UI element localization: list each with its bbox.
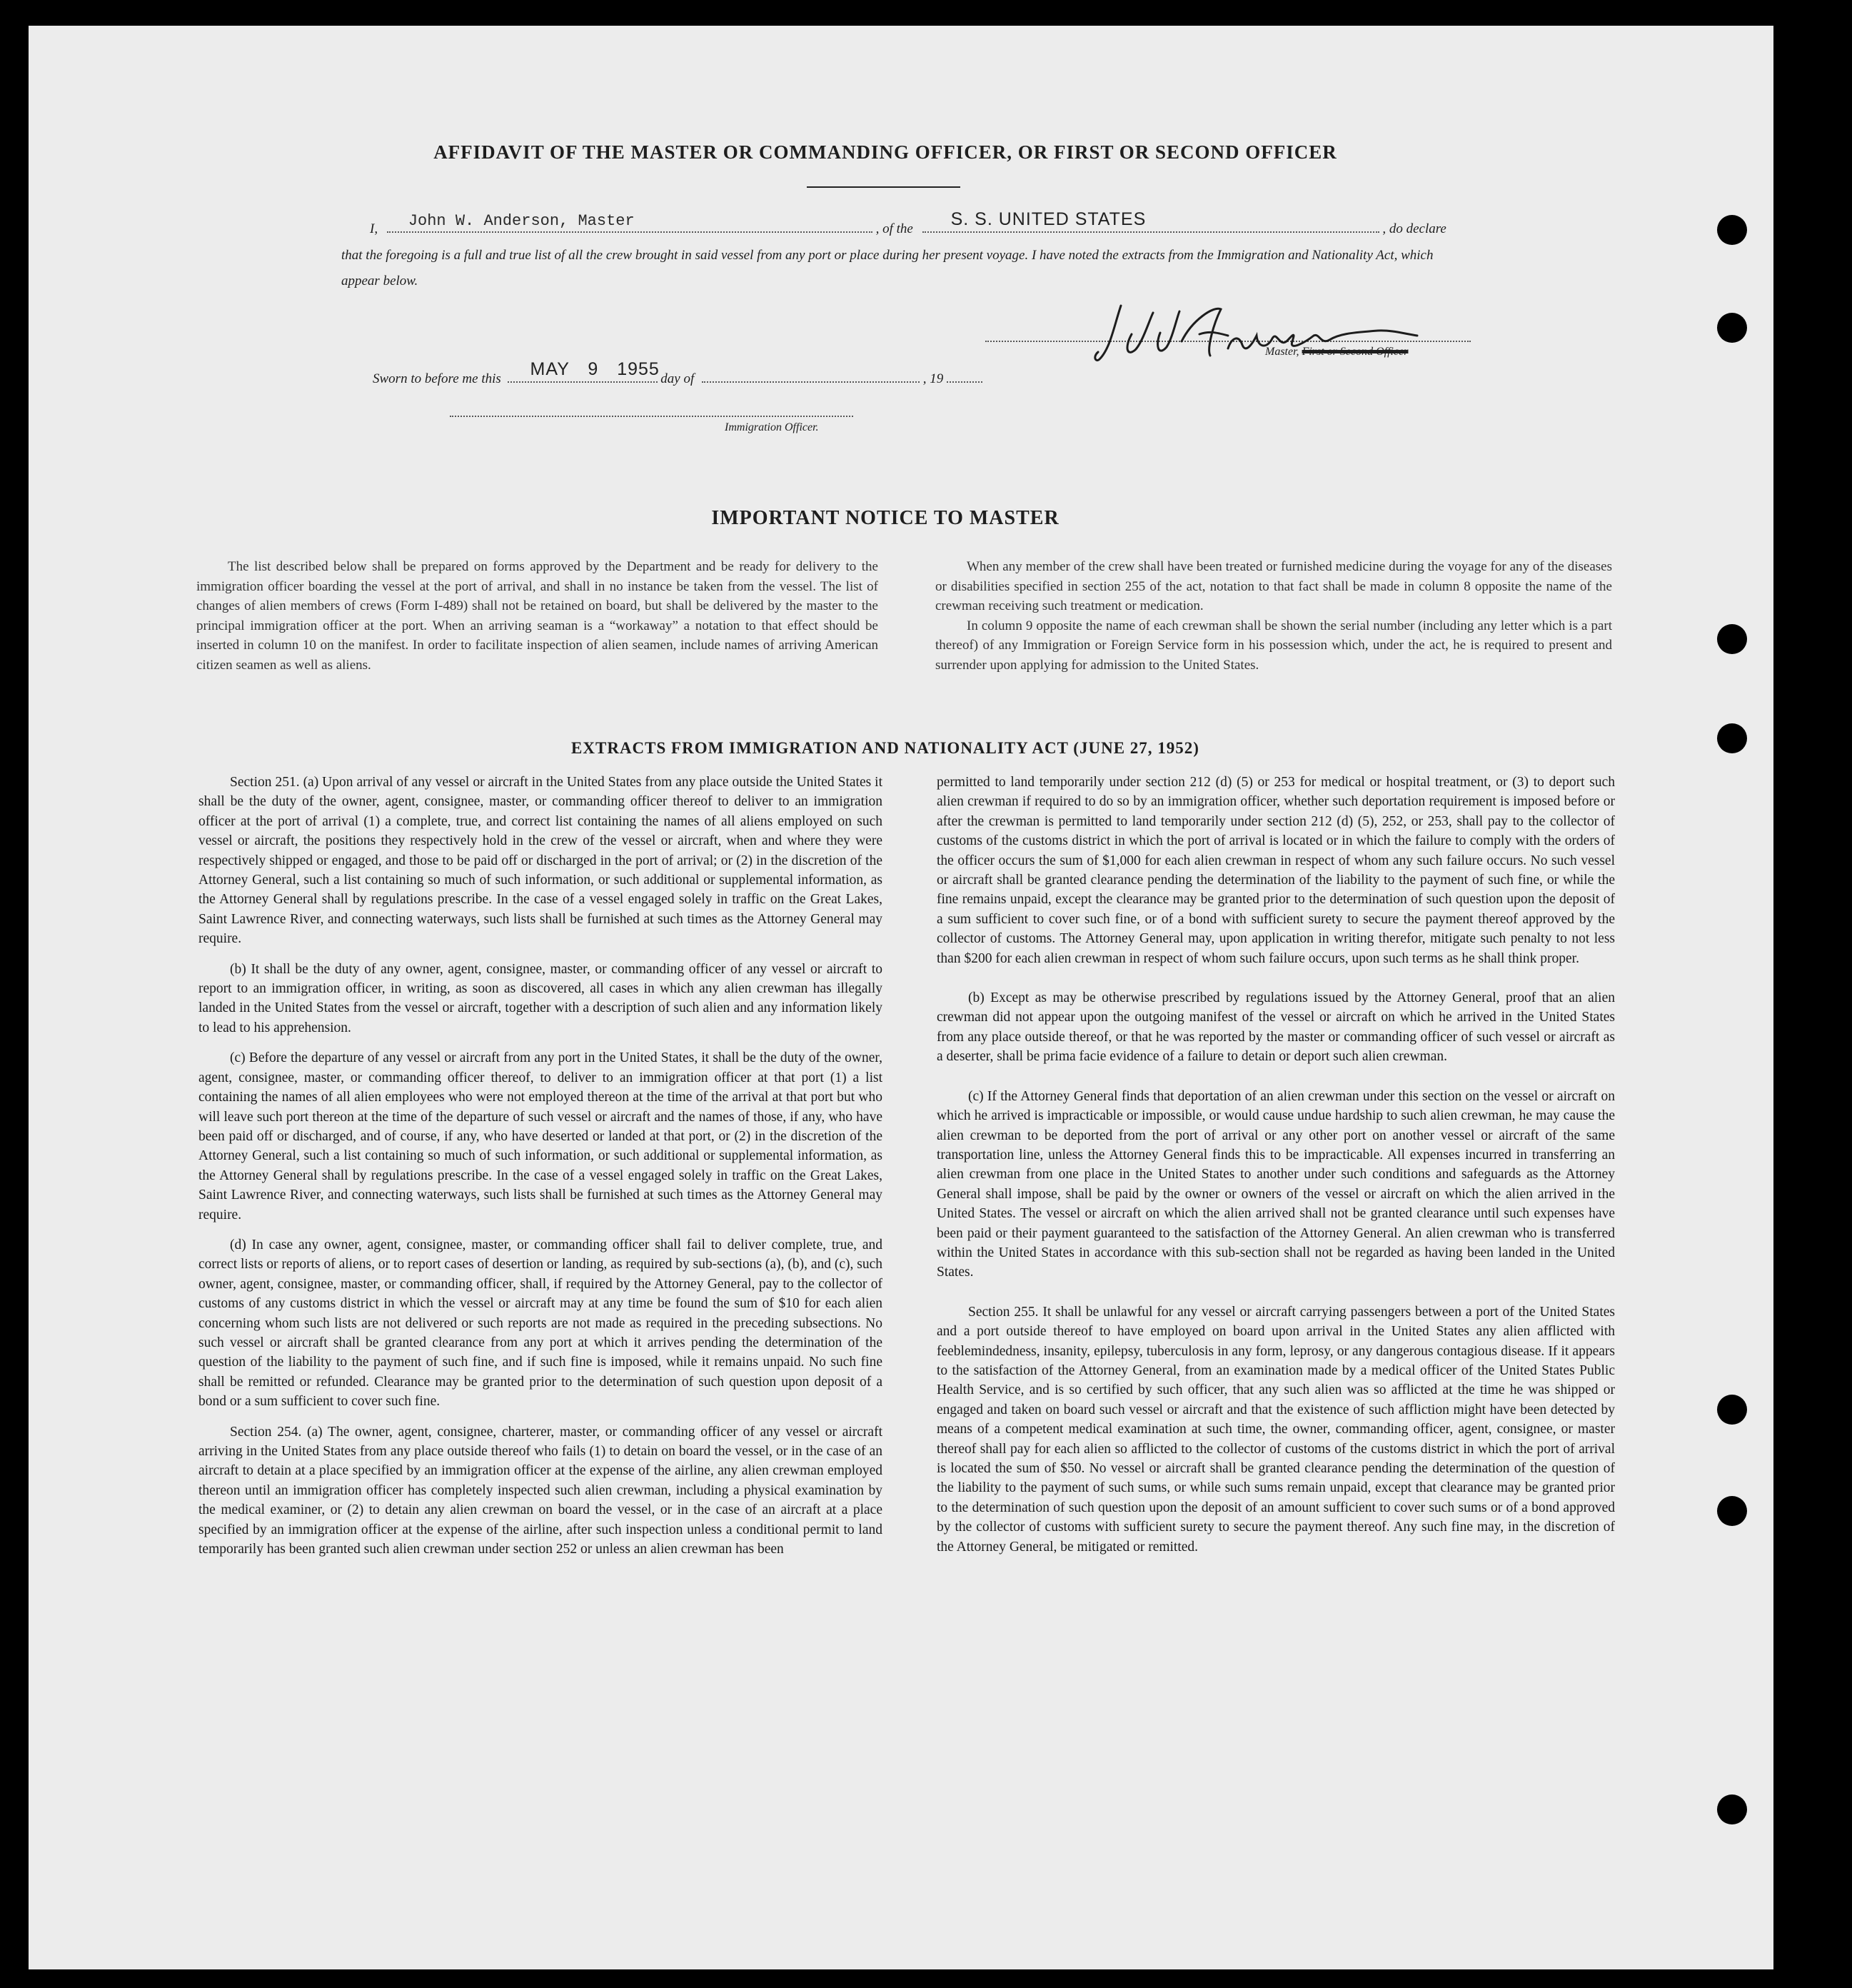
notice-right-paragraph-2: In column 9 opposite the name of each crewman shall be shown the serial number (including any letter which is a part thereof) of any Immigration or Foreign Service form in his possession which, under the act, he is required to present and surrender upon applying for admission to the United States. [935,618,1612,673]
sworn-date-value: MAY 9 1955 [530,359,660,379]
section-254-a-continued: permitted to land temporarily under section 212 (d) (5) or 253 for medical or hospital treatment, or (3) to deport such alien crewman if required to do so by an immigration officer, whether such deportation requirement is imposed before or after the crewman is permitted to land temporarily under section 212 (d) (5), 252, or 253, shall pay to the collector of customs of the customs district in which the port of arrival is located or in which the failure to comply with the orders of the officer occurs the sum of $1,000 for each alien crewman in respect of whom any such failure occurs. No such vessel or aircraft shall be granted clearance pending the determination of the liability to the payment of such fine, or while the fine remains unpaid, except the clearance may be granted prior to the determination of such question upon the deposit of a sum sufficient to cover such fine, or of a bond with sufficient surety to secure the payment thereof approved by the collector of customs. The Attorney General may, upon application in writing therefor, mitigate such penalty to not less than $200 for each alien crewman in respect of whom such failure occurs, upon such terms as he shall think proper. [937,775,1615,966]
i-label: I, [370,221,378,236]
section-255: Section 255. It shall be unlawful for any vessel or aircraft carrying passengers between a port of the United States and a port outside thereof to have employed on board upon arrival in the United States any alien afflicted with feeblemindedness, insanity, epilepsy, tuberculosis in any form, leprosy, or any dangerous contagious disease. If it appears to the satisfaction of the Attorney General, from an examination made by a medical officer of the United States Public Health Service, and is so certified by such officer, that any such alien was so afflicted at the time he was shipped or engaged and taken on board such vessel or aircraft and that the existence of such affliction might have been detected by means of a competent medical examination at such time, the owner, commanding officer, agent, consignee, or master thereof shall pay for each alien so afflicted to the collector of customs of the customs district in which the port of arrival is located the sum of $50. No vessel or aircraft shall be granted clearance pending the determination of the question of the liability to the payment of such sums, or while such sums remain unpaid, except that clearance may be granted prior to the determination of such question upon the deposit of an amount sufficient to cover such sums or of a bond approved by the collector of customs with sufficient surety to secure the payment thereof. Any such fine may, in the discretion of the Attorney General, be mitigated or remitted. [937,1304,1615,1555]
year-label: , 19 [922,371,944,386]
immigration-officer-caption: Immigration Officer. [725,421,819,433]
section-251-b: (b) It shall be the duty of any owner, agent, consignee, master, or commanding officer of any vessel or aircraft to report to an immigration officer, in writing, as soon as discovered, all cases in which any alien crewman has illegally landed in the United States from the vessel or aircraft, together with a description of such alien and any information likely to lead to his apprehension. [198,961,882,1035]
title-rule [807,186,960,188]
do-declare-label: , do declare [1382,221,1446,236]
extracts-title: EXTRACTS FROM IMMIGRATION AND NATIONALITY ACT (JUNE 27, 1952) [571,739,1199,757]
day-of-label: day of [660,371,695,386]
section-251-d: (d) In case any owner, agent, consignee, master, or commanding officer shall fail to deliver complete, true, and correct lists or reports of aliens, or to report cases of desertion or landing, as required by sub-sections (a), (b), and (c), such owner, agent, consignee, master, or commanding officer, shall, if required by the Attorney General, pay to the collector of customs of any customs district in which the vessel or aircraft may at any time be found the sum of $10 for each alien concerning whom such lists are not delivered or such reports are not made as required in the preceding subsections. No such vessel or aircraft shall be granted clearance from any port at which it arrives pending the determination of the question of the liability to the payment of such fine, and if such fine is imposed, while it remains unpaid. No such fine shall be remitted or refunded. Clearance may be granted prior to the determination of such question upon deposit of a bond or a sum sufficient to cover such fine. [198,1237,882,1410]
affidavit-title: AFFIDAVIT OF THE MASTER OR COMMANDING OFFICER, OR FIRST OR SECOND OFFICER [433,141,1337,163]
extracts-right-column [937,773,1615,1567]
sworn-date-field[interactable] [508,359,660,383]
notice-left-paragraph [196,557,878,675]
section-254-b: (b) Except as may be otherwise prescribed by regulations issued by the Attorney General, proof that an alien crewman did not appear upon the outgoing manifest of the vessel or aircraft on which he arrived in the United States from any place outside thereof, or that he was reported by the master or commanding officer of such vessel or aircraft as a deserter, shall be prima facie evidence of a failure to detain or deport such alien crewman. [937,990,1615,1065]
section-254-a: Section 254. (a) The owner, agent, consignee, charterer, master, or commanding officer of any vessel or aircraft arriving in the United States from any place outside thereof who fails (1) to detain on board the vessel, or in the case of an aircraft to detain at a place specified by an immigration officer at the expense of the airline, any alien crewman employed thereon until an immigration officer has completely inspected such alien crewman, including a physical examination by the medical examiner, or (2) to detain any alien crewman on board the vessel, or in the case of an aircraft at a place specified by an immigration officer at the expense of the airline, after such inspection unless a conditional permit to land temporarily has been granted such alien crewman under section 252 or unless an alien crewman has been [198,1424,882,1557]
binder-hole [1717,624,1747,654]
binder-hole [1717,313,1747,343]
declaration-text: that the foregoing is a full and true list of all the crew brought in said vessel from any port or place during her present voyage. I have noted the extracts from the Immigration and Nationality Act, which appear below. [341,248,1434,288]
section-254-c: (c) If the Attorney General finds that deportation of an alien crewman under this section on the vessel or aircraft on which he arrived is impracticable or impossible, or would cause undue hardship to such alien crewman, he may cause the alien crewman to be deported from the port of arrival or any other port on another vessel or aircraft of the same transportation line, unless the Attorney General finds this to be impracticable. All expenses incurred in transferring an alien crewman from one place in the United States to another under such conditions and safeguards as the Attorney General shall impose, shall be paid by the owner or owners of the vessel or aircraft on which the alien arrived in the United States. The vessel or aircraft on which the alien arrived shall not be granted clearance until such expenses have been paid or their payment guaranteed to the satisfaction of the Attorney General. An alien crewman who is transferred within the United States in accordance with this sub-section shall not be regarded as having been landed in the United States. [937,1088,1615,1280]
section-251-c: (c) Before the departure of any vessel or aircraft from any port in the United States, it shall be the duty of the owner, agent, consignee, master, or commanding officer thereof, to deliver to an immigration officer at that port (1) a list containing the names of all alien employees who were not employed thereon at the time of the arrival at that port but who will leave such port thereon at the time of the departure of such vessel or aircraft and the names of those, if any, who have been paid off or discharged, and of course, if any, who have deserted or landed at that port, or (2) in the discretion of the Attorney General, such a list containing so much of such information, or such additional or supplemental information, as the Attorney General shall by regulations prescribe. In the case of a vessel engaged solely in traffic on the Great Lakes, Saint Lawrence River, and connecting waterways, such lists shall be furnished at such times as the Attorney General may require. [198,1050,882,1223]
binder-hole [1717,723,1747,753]
notice-left-text: The list described below shall be prepared on forms approved by the Department and be ready for delivery to the immigration officer boarding the vessel at the port of arrival, and shall in no instance be taken from the vessel. The list of changes of alien members of crews (Form I-489) shall not be retained on board, but shall be delivered by the master to the principal immigration officer at the port. When an arriving seaman is a “workaway” a notation to that effect should be inserted in column 10 on the manifest. In order to facilitate inspection of alien seamen, include names of arriving American citizen seamen as well as aliens. [196,559,878,673]
vessel-value: S. S. UNITED STATES [950,209,1147,229]
binder-hole [1717,1496,1747,1526]
year-field[interactable] [947,366,982,383]
master-name-field[interactable] [387,212,872,233]
immigration-officer-line [450,416,853,417]
notice-right-paragraph-1: When any member of the crew shall have been treated or furnished medicine during the voyage for any of the diseases or disabilities specified in section 255 of the act, notation to that fact shall be made in column 8 opposite the name of the crewman receiving such treatment or medication. [935,559,1612,613]
binder-hole [1717,1395,1747,1425]
notice-title: IMPORTANT NOTICE TO MASTER [711,507,1060,529]
section-251-a: Section 251. (a) Upon arrival of any vessel or aircraft in the United States from any place outside the United States it shall be the duty of the owner, agent, consignee, master, or commanding officer thereof to deliver to an immigration officer at the port of arrival (1) a complete, true, and correct list containing the names of all aliens employed on such vessel or aircraft, the positions they respectively hold in the crew of the vessel or aircraft, when and where they were respectively shipped or engaged, and those to be paid off or discharged in the port of arrival; or (2) in the discretion of the Attorney General, such a list containing so much of such information, or such additional or supplemental information, as the Attorney General shall by regulations prescribe. In the case of a vessel engaged solely in traffic on the Great Lakes, Saint Lawrence River, and connecting waterways, such lists shall be furnished at such times as the Attorney General may require. [198,775,882,947]
of-the-label: , of the [875,221,913,236]
extracts-left-column [198,773,882,1570]
master-name-value: John W. Anderson, Master [408,212,635,230]
struck-officer-caption: First or Second Officer [1302,346,1409,358]
sworn-label: Sworn to before me this [373,371,501,386]
binder-hole [1717,1794,1747,1824]
vessel-field[interactable] [922,209,1379,233]
binder-hole [1717,215,1747,245]
sworn-line [373,359,982,387]
notice-right-block [935,557,1612,675]
month-field[interactable] [702,366,920,383]
master-caption: Master, [1265,346,1299,358]
declaration-line [370,209,1446,237]
signature-caption [1265,346,1408,358]
